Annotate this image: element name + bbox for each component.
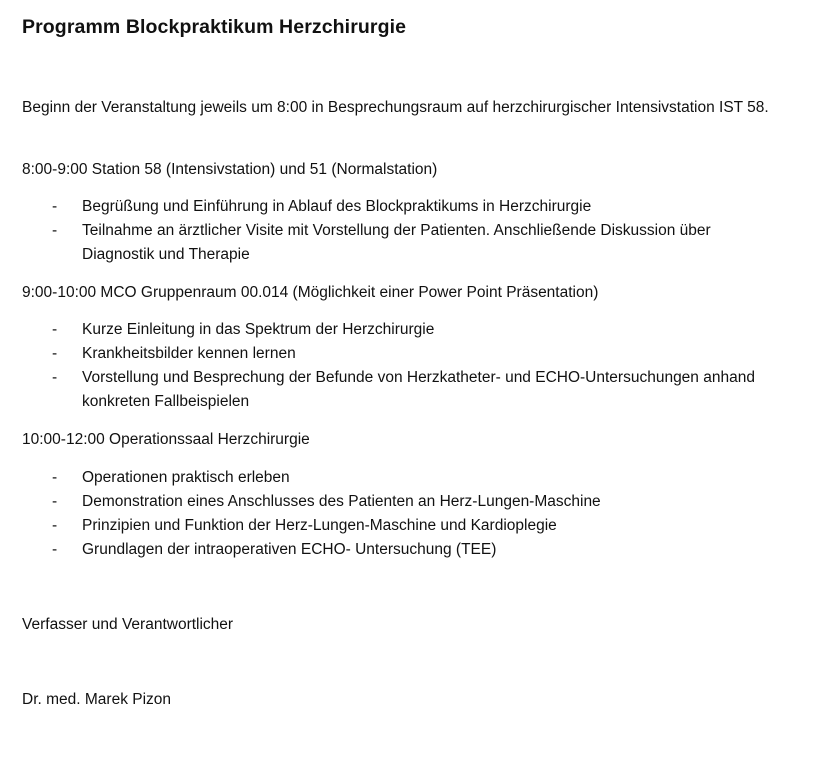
list-item <box>22 366 782 414</box>
list-item-text: Krankheitsbilder kennen lernen <box>82 345 296 362</box>
bullet-dash: - <box>52 493 58 510</box>
bullet-dash: - <box>52 222 58 239</box>
list-item <box>22 490 782 514</box>
list-item-text: Demonstration eines Anschlusses des Patienten an Herz-Lungen-Maschine <box>82 493 601 510</box>
list-item <box>22 195 782 219</box>
list-item-text: Operationen praktisch erleben <box>82 469 290 486</box>
document-title: Programm Blockpraktikum Herzchirurgie <box>22 16 407 38</box>
list-item-text: Vorstellung und Besprechung der Befunde von Herzkatheter- und ECHO-Untersuchungen anhand konkreten Fallbeispielen <box>82 369 755 410</box>
bullet-dash: - <box>52 369 58 386</box>
bullet-dash: - <box>52 469 58 486</box>
list-item-text: Prinzipien und Funktion der Herz-Lungen-Maschine und Kardioplegie <box>82 517 557 534</box>
list-item <box>22 514 782 538</box>
list-item <box>22 466 782 490</box>
list-item-text: Teilnahme an ärztlicher Visite mit Vorstellung der Patienten. Anschließende Diskussion über Diagnostik und Therapie <box>82 222 711 263</box>
bullet-dash: - <box>52 321 58 338</box>
section-heading: 10:00-12:00 Operationssaal Herzchirurgie <box>22 431 310 448</box>
section-list <box>22 195 782 267</box>
list-item-text: Begrüßung und Einführung in Ablauf des Blockpraktikums in Herzchirurgie <box>82 198 592 215</box>
section-heading: 8:00-9:00 Station 58 (Intensivstation) und 51 (Normalstation) <box>22 161 438 178</box>
bullet-dash: - <box>52 198 58 215</box>
intro-paragraph: Beginn der Veranstaltung jeweils um 8:00 in Besprechungsraum auf herzchirurgischer Intensivstation IST 58. <box>22 99 769 116</box>
list-item <box>22 538 782 562</box>
author-label: Verfasser und Verantwortlicher <box>22 616 234 633</box>
list-item-text: Grundlagen der intraoperativen ECHO- Untersuchung (TEE) <box>82 541 497 558</box>
list-item <box>22 219 782 267</box>
bullet-dash: - <box>52 345 58 362</box>
bullet-dash: - <box>52 517 58 534</box>
list-item-text: Kurze Einleitung in das Spektrum der Herzchirurgie <box>82 321 435 338</box>
section-list <box>22 318 782 414</box>
list-item <box>22 318 782 342</box>
section-list <box>22 466 782 562</box>
bullet-dash: - <box>52 541 58 558</box>
list-item <box>22 342 782 366</box>
section-heading: 9:00-10:00 MCO Gruppenraum 00.014 (Möglichkeit einer Power Point Präsentation) <box>22 284 599 301</box>
author-name: Dr. med. Marek Pizon <box>22 691 172 708</box>
